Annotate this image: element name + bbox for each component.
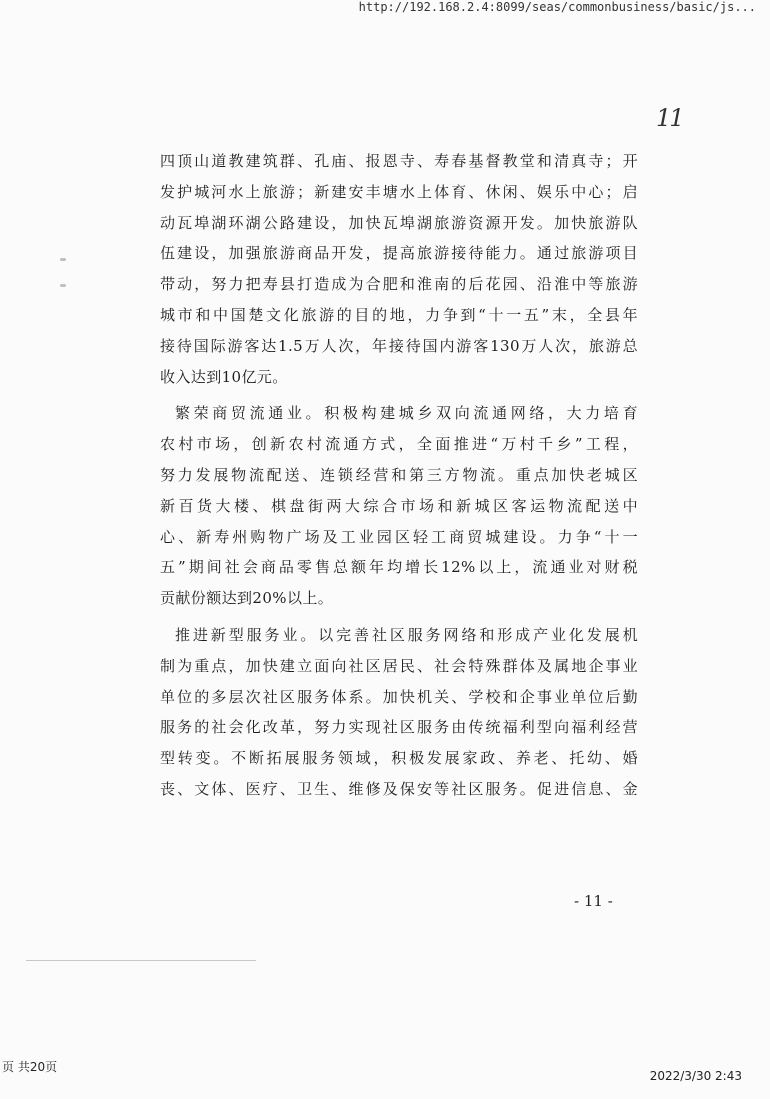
text-line: 伍建设，加强旅游商品开发，提高旅游接待能力。通过旅游项目 — [160, 244, 638, 263]
scan-speck — [60, 284, 66, 287]
text-line: 服务的社会化改革，努力实现社区服务由传统福利型向福利经营 — [160, 718, 638, 737]
page-url-header: http://192.168.2.4:8099/seas/commonbusiness/basic/js... — [358, 0, 756, 14]
text-line: 努力发展物流配送、连锁经营和第三方物流。重点加快老城区 — [160, 465, 638, 484]
text-line: 新百货大楼、棋盘街两大综合市场和新城区客运物流配送中 — [160, 496, 638, 515]
text-line: 五”期间社会商品零售总额年均增长12%以上，流通业对财税 — [160, 558, 638, 577]
text-line: 动瓦埠湖环湖公路建设，加快瓦埠湖旅游资源开发。加快旅游队 — [160, 213, 638, 232]
text-line: 收入达到10亿元。 — [160, 367, 288, 386]
text-line: 繁荣商贸流通业。积极构建城乡双向流通网络，大力培育 — [175, 404, 638, 423]
paragraph-tourism — [160, 146, 638, 392]
text-line: 带动，努力把寿县打造成为合肥和淮南的后花园、沿淮中等旅游 — [160, 275, 638, 294]
scan-speck — [60, 258, 66, 261]
document-body — [160, 146, 638, 811]
paragraph-commerce — [160, 398, 638, 614]
text-line: 推进新型服务业。以完善社区服务网络和形成产业化发展机 — [175, 625, 638, 644]
text-line: 农村市场，创新农村流通方式，全面推进“万村千乡”工程， — [160, 435, 638, 454]
footer-datetime: 2022/3/30 2:43 — [649, 1069, 742, 1083]
page-number: - 11 - — [574, 892, 613, 910]
text-line: 城市和中国楚文化旅游的目的地，力争到“十一五”末，全县年 — [160, 305, 638, 324]
text-line: 四顶山道教建筑群、孔庙、报恩寺、寿春基督教堂和清真寺；开 — [160, 152, 638, 170]
footer-page-info: 页 共20页 — [2, 1060, 58, 1074]
text-line: 制为重点，加快建立面向社区居民、社会特殊群体及属地企事业 — [160, 656, 638, 675]
handwritten-page-mark: 11 — [656, 104, 683, 132]
text-line: 丧、文体、医疗、卫生、维修及保安等社区服务。促进信息、金 — [160, 779, 638, 798]
text-line: 型转变。不断拓展服务领域，积极发展家政、养老、托幼、婚 — [160, 749, 638, 768]
text-line: 发护城河水上旅游；新建安丰塘水上体育、休闲、娱乐中心；启 — [160, 182, 638, 201]
paragraph-services — [160, 620, 638, 805]
scan-artifact-line — [26, 960, 256, 961]
text-line: 心、新寿州购物广场及工业园区轻工商贸城建设。力争“十一 — [160, 527, 638, 546]
text-line: 接待国际游客达1.5万人次，年接待国内游客130万人次，旅游总 — [160, 336, 638, 355]
text-line: 单位的多层次社区服务体系。加快机关、学校和企事业单位后勤 — [160, 687, 638, 706]
text-line: 贡献份额达到20%以上。 — [160, 589, 334, 608]
